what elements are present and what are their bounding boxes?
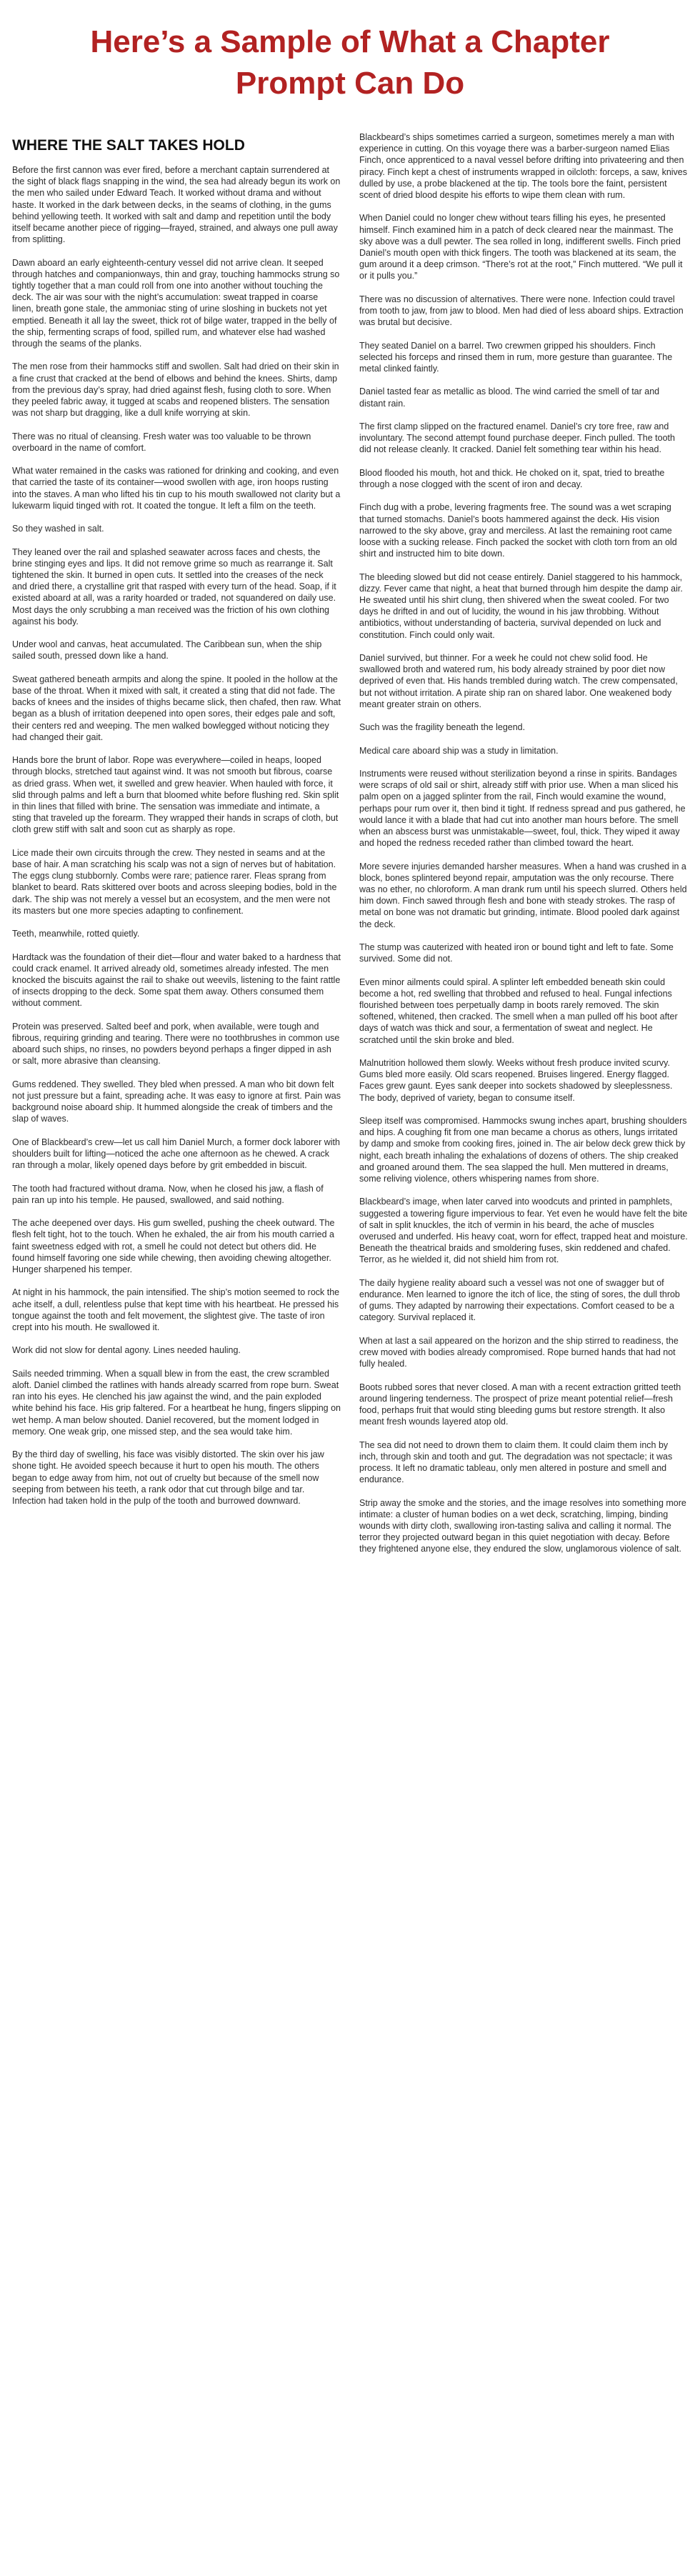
body-paragraph: They leaned over the rail and splashed seawater across faces and chests, the brine stinging eyes and lips. It did not remove grime so much as rearrange it. Salt tightened the skin. It burned in open cuts. It settled into the creases of the neck and dried there, a crystalline grit that rasped with every turn of the head. Soap, if it existed aboard at all, was a rarity hoarded or traded, not squandered on daily use. Most days the only scrubbing a man received was the friction of his own clothing against his body. bbox=[12, 546, 336, 626]
body-paragraph: The men rose from their hammocks stiff and swollen. Salt had dried on their skin in a fine crust that cracked at the bend of elbows and behind the knees. Shirts, damp from the previous day’s spray, had dried against flesh, fusing cloth to sore. When they peeled fabric away, it tugged at scabs and reopened blisters. The sensation was not sharp but dragging, like a dull knife worrying at skin. bbox=[12, 361, 339, 419]
body-paragraph: When at last a sail appeared on the horizon and the ship stirred to readiness, the crew moved with bodies already compromised. Rope burned hands that had not fully healed. bbox=[359, 1335, 679, 1369]
body-paragraph: Gums reddened. They swelled. They bled when pressed. A man who bit down felt not just pressure but a faint, spreading ache. It was easy to ignore at first. Pain was background noise aboard ship. It hummed alongside the creak of timbers and the slap of waves. bbox=[12, 1079, 341, 1124]
body-paragraph: Dawn aboard an early eighteenth-century vessel did not arrive clean. It seeped through hatches and companionways, thin and gray, touching hammocks strung so tightly together that a man could roll from one into another without touching the deck. The air was sour with the night’s accumulation: sweat trapped in coarse linen, breath gone stale, the ammoniac sting of urine sloshing in buckets not yet emptied. Beneath it all lay the sweet, thick rot of bilge water, trapped in the belly of the ship, fermenting scraps of food, spilled rum, and whatever else had washed through the seams of the planks. bbox=[12, 257, 340, 349]
body-paragraph: They seated Daniel on a barrel. Two crewmen gripped his shoulders. Finch selected his forceps and rinsed them in rum, more gesture than guarantee. The metal clinked faintly. bbox=[359, 340, 673, 374]
body-paragraph: More severe injuries demanded harsher measures. When a hand was crushed in a block, bones splintered beyond repair, amputation was the only recourse. There was no ether, no chloroform. A man drank rum until his speech slurred. Others held him down. Finch sawed through flesh and bone with steady strokes. The rasp of metal on bone was not dramatic but grinding, intimate. Blood pooled dark against the deck. bbox=[359, 861, 687, 929]
body-paragraph: One of Blackbeard’s crew—let us call him Daniel Murch, a former dock laborer with shoulders built for lifting—noticed the ache one afternoon as he chewed. A crack ran through a molar, likely opened days before by grit embedded in biscuit. bbox=[12, 1137, 340, 1171]
body-paragraph: Hands bore the brunt of labor. Rope was everywhere—coiled in heaps, looped through blocks, stretched taut against wind. It was not smooth but fibrous, coarse as dried grass. When wet, it swelled and grew heavier. When hauled with force, it slid through palms and left a burn that bloomed white before flushing red. Skin split in thin lines that filled with brine. The sensation was immediate and intimate, a sting that traveled up the forearm. They wrapped their hands in scraps of cloth, but cloth grew stiff with salt and soon cut as sharply as rope. bbox=[12, 755, 339, 835]
body-paragraph: By the third day of swelling, his face was visibly distorted. The skin over his jaw shone tight. He avoided speech because it hurt to open his mouth. The others began to edge away from him, not out of cruelty but because of the smell now seeping from between his teeth, a rank odor that cut through bilge and tar. Infection had taken hold in the pulp of the tooth and burrowed downward. bbox=[12, 1449, 324, 1507]
body-paragraph: The first clamp slipped on the fractured enamel. Daniel’s cry tore free, raw and involuntary. The second attempt found purchase deeper. Finch pulled. The tooth did not release cleanly. It cracked. Daniel felt something tear within his head. bbox=[359, 421, 675, 455]
body-paragraph: So they washed in salt. bbox=[12, 524, 104, 534]
body-paragraph: At night in his hammock, the pain intensified. The ship’s motion seemed to rock the ache itself, a dull, relentless pulse that kept time with his heartbeat. He pressed his tongue against the tooth and felt movement, the slightest give. The taste of iron crept into his mouth. He swallowed it. bbox=[12, 1287, 340, 1333]
body-paragraph: The sea did not need to drown them to claim them. It could claim them inch by inch, through skin and tooth and gut. The degradation was not spectacle; it was process. It left no dramatic tableau, only men altered in posture and smell and endurance. bbox=[359, 1439, 673, 1485]
body-paragraph: Medical care aboard ship was a study in limitation. bbox=[359, 745, 559, 756]
body-paragraph: Even minor ailments could spiral. A splinter left embedded beneath skin could become a hot, red swelling that throbbed and refused to heal. Fungal infections flourished between toes perpetually damp in boots rarely removed. The skin softened, whitened, then cracked. The smell when a man pulled off his boot after days of watch was thick and sour, a fermentation of sweat and neglect. He scratched until the skin broke and bled. bbox=[359, 977, 678, 1045]
body-paragraph: Hardtack was the foundation of their diet—flour and water baked to a hardness that could crack enamel. It arrived already old, sometimes already infested. The men knocked the biscuits against the rail to shake out weevils, listening to the faint rattle of insects dropping to the deck. Some spat them away. Others consumed them without comment. bbox=[12, 952, 341, 1009]
body-paragraph: Protein was preserved. Salted beef and pork, when available, were tough and fibrous, requiring grinding and tearing. There were no toothbrushes in common use aboard such ships, no rinses, no powders beyond perhaps a finger dipped in ash or salt, more abrasive than cleansing. bbox=[12, 1021, 340, 1067]
body-paragraph: Instruments were reused without sterilization beyond a rinse in spirits. Bandages were scraps of old sail or shirt, already stiff with prior use. When a man sliced his palm open on a jagged splinter from the rail, Finch would examine the wound, perhaps pour rum over it, then bind it tight. If redness spread and pus gathered, he would lance it with a blade that had cut into another man hours before. The smell when an abscess burst was unmistakable—sweet, foul, thick. They wiped it away and hoped the redness receded rather than climbed toward the heart. bbox=[359, 768, 686, 849]
body-paragraph: There was no ritual of cleansing. Fresh water was too valuable to be thrown overboard in the name of comfort. bbox=[12, 431, 311, 453]
body-paragraph: There was no discussion of alternatives. There were none. Infection could travel from tooth to jaw, from jaw to blood. Men had died of less aboard ships. Extraction was brutal but decisive. bbox=[359, 294, 684, 328]
body-paragraph: Work did not slow for dental agony. Lines needed hauling. bbox=[12, 1345, 241, 1356]
body-paragraph: Strip away the smoke and the stories, and the image resolves into something more intimate: a cluster of human bodies on a wet deck, scratching, limping, binding wounds with dirty cloth, swallowing iron-tasting saliva and calling it normal. The terror they projected outward began in this quiet negotiation with decay. Before they frightened anyone else, they endured the slow, unglamorous violence of salt. bbox=[359, 1497, 686, 1554]
body-paragraph: What water remained in the casks was rationed for drinking and cooking, and even that carried the taste of its container—wood swollen with age, iron hoops rusting into the staves. A man who lifted his tin cup to his mouth swallowed not clarity but a lukewarm liquid tinged with rot. It coated the tongue. It left a film on the teeth. bbox=[12, 466, 341, 511]
body-paragraph: Blackbeard’s ships sometimes carried a surgeon, sometimes merely a man with experience in cutting. On this voyage there was a barber-surgeon named Elias Finch, once apprenticed to a naval vessel before drifting into privateering and then piracy. Finch kept a chest of instruments wrapped in oilcloth: forceps, a saw, knives dulled by use, a probe blackened at the tip. The tools bore the faint, persistent scent of dried blood despite his efforts to wipe them clean with rum. bbox=[359, 132, 688, 201]
body-paragraph: Under wool and canvas, heat accumulated. The Caribbean sun, when the ship sailed south, pressed down like a hand. bbox=[12, 639, 322, 662]
body-paragraph: The bleeding slowed but did not cease entirely. Daniel staggered to his hammock, dizzy. Fever came that night, a heat that burned through him despite the damp air. He sweated until his shirt clung, then shivered when the sweat cooled. For two days he drifted in and out of lucidity, the wound in his jaw throbbing. Without antibiotics, without understanding of bacteria, survival depended on luck and constitution. Finch could only wait. bbox=[359, 571, 683, 640]
body-paragraph: Lice made their own circuits through the crew. They nested in seams and at the base of hair. A man scratching his scalp was not a sign of nerves but of habitation. The eggs clung stubbornly. Combs were rare; patience rarer. Fleas sprang from blanket to beard. Rats skittered over boots and across sleeping bodies, bold in the dark. The ship was not merely a vessel but an ecosystem, and the men were not its masters but one more species adapting to confinement. bbox=[12, 847, 337, 916]
body-paragraph: Teeth, meanwhile, rotted quietly. bbox=[12, 929, 140, 939]
body-paragraph: Malnutrition hollowed them slowly. Weeks without fresh produce invited scurvy. Gums bled more easily. Old scars reopened. Bruises lingered. Energy flagged. Faces grew gaunt. Eyes sank deeper into sockets shadowed by sleeplessness. The body, deprived of variety, began to consume itself. bbox=[359, 1058, 673, 1103]
body-paragraph: Sleep itself was compromised. Hammocks swung inches apart, brushing shoulders and hips. A coughing fit from one man became a chorus as others, lungs irritated by damp and smoke from cooking fires, joined in. The air below deck grew thick by night, each breath inhaling the exhalations of dozens of others. The ship creaked and groaned around them. The sea slapped the hull. Men muttered in dreams, some reliving violence, others whispering names from shore. bbox=[359, 1116, 687, 1184]
body-paragraph: Boots rubbed sores that never closed. A man with a recent extraction gritted teeth around lingering tenderness. The prospect of prize meant potential relief—fresh food, perhaps fruit that would sting bleeding gums but restore strength. It also meant fresh wounds layered atop old. bbox=[359, 1382, 681, 1427]
body-paragraph: The daily hygiene reality aboard such a vessel was not one of swagger but of endurance. Men learned to ignore the itch of lice, the sting of sores, the dull throb of gums. They adapted by narrowing their expectations. Comfort ceased to be a category. Survival replaced it. bbox=[359, 1277, 680, 1323]
body-paragraph: The ache deepened over days. His gum swelled, pushing the cheek outward. The flesh felt tight, hot to the touch. When he exhaled, the air from his mouth carried a faint sweetness edged with rot, a smell he could not detect but others did. He found himself favoring one side while chewing, then avoiding chewing altogether. Hunger sharpened his temper. bbox=[12, 1218, 335, 1275]
body-paragraph: The tooth had fractured without drama. Now, when he closed his jaw, a flash of pain ran up into his temple. He paused, swallowed, and said nothing. bbox=[12, 1183, 324, 1205]
body-paragraph: Daniel tasted fear as metallic as blood. The wind carried the smell of tar and distant rain. bbox=[359, 386, 660, 409]
article-columns bbox=[0, 131, 700, 1567]
body-paragraph: Daniel survived, but thinner. For a week he could not chew solid food. He swallowed broth and watered rum, his body already strained by poor diet now deprived of even that. His hands trembled during watch. The crew compensated, but not without irritation. A pirate ship ran on shared labor. One weakened body meant greater strain on others. bbox=[359, 653, 678, 709]
left-column bbox=[12, 131, 341, 1567]
body-paragraph: Such was the fragility beneath the legend. bbox=[359, 722, 526, 733]
chapter-heading: WHERE THE SALT TAKES HOLD bbox=[12, 137, 245, 154]
body-paragraph: Blackbeard’s image, when later carved into woodcuts and printed in pamphlets, suggested a towering figure impervious to fear. Yet even he would have felt the bite of salt in split knuckles, the itch of vermin in his beard, the ache of muscles overused and underfed. His heavy coat, worn for effect, trapped heat and moisture. Beneath the theatrical braids and smoldering fuses, skin reddened and chafed. Terror, as he wielded it, did not shield him from rot. bbox=[359, 1197, 688, 1265]
right-column bbox=[359, 131, 688, 1567]
body-paragraph: Blood flooded his mouth, hot and thick. He choked on it, spat, tried to breathe through a nose clogged with the scent of iron and decay. bbox=[359, 467, 665, 489]
body-paragraph: Before the first cannon was ever fired, before a merchant captain surrendered at the sight of black flags snapping in the wind, the sea had already begun its work on the men who sailed under Edward Teach. It worked without drama and without haste. It worked in the dark between decks, in the seams of clothing, in the gums behind yellowing teeth. It worked with salt and damp and repetition until the body itself became another piece of rigging—frayed, strained, and always one pull away from splitting. bbox=[12, 165, 341, 245]
body-paragraph: Sails needed trimming. When a squall blew in from the east, the crew scrambled aloft. Daniel climbed the ratlines with hands already scarred from rope burn. Sweat ran into his eyes. He clenched his jaw against the wind, and the pain exploded white behind his face. His grip faltered. For a heartbeat he hung, fingers slipping on wet hemp. A man below shouted. Daniel recovered, but the moment lodged in memory. One weak grip, one missed step, and the sea would take him. bbox=[12, 1368, 341, 1437]
page-title: Here’s a Sample of What a Chapter Prompt Can Do bbox=[90, 24, 610, 101]
body-paragraph: The stump was cauterized with heated iron or bound tight and left to fate. Some survived. Some did not. bbox=[359, 942, 674, 964]
body-paragraph: Finch dug with a probe, levering fragments free. The sound was a wet scraping that turned stomachs. Daniel’s boots hammered against the deck. His vision narrowed to the sky above, gray and merciless. At last the remaining root came loose with a sucking release. Finch packed the socket with cloth torn from an old shirt and instructed him to bite down. bbox=[359, 502, 677, 559]
body-paragraph: Sweat gathered beneath armpits and along the spine. It pooled in the hollow at the base of the throat. When it mixed with salt, it created a sting that did not fade. The backs of knees and the insides of thighs became slick, then chafed, then raw. What began as a blush of irritation deepened into open sores, their edges pale and soft, their centers red and weeping. The men walked bowlegged without noticing they had changed their gait. bbox=[12, 674, 341, 742]
body-paragraph: When Daniel could no longer chew without tears filling his eyes, he presented himself. Finch examined him in a patch of deck cleared near the mainmast. The sky above was a dull pewter. The sea rolled in long, indifferent swells. Finch pried Daniel’s mouth open with thick fingers. The tooth was blackened at its seam, the gum around it a deep crimson. “There’s rot at the root,” Finch muttered. “We pull it or it pulls you.” bbox=[359, 213, 683, 281]
